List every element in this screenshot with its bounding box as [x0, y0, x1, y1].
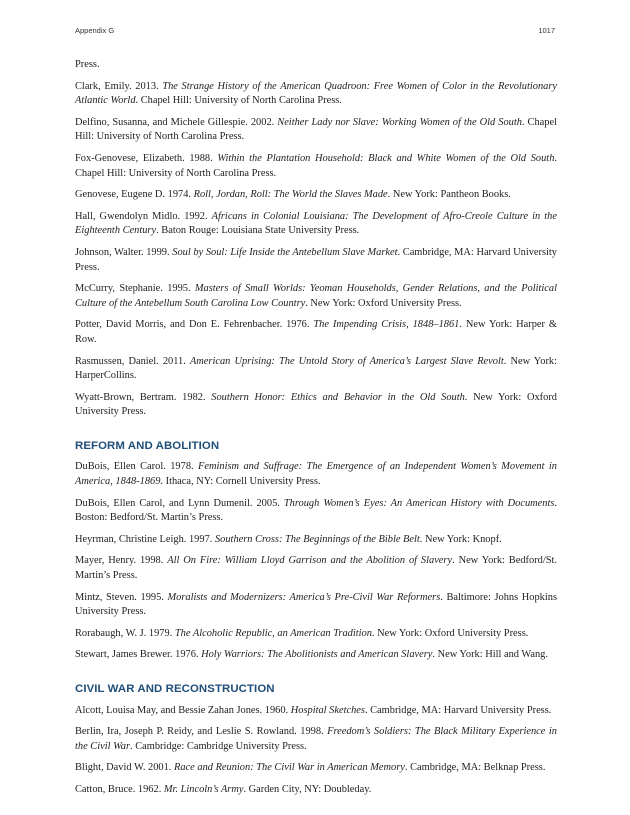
entry-author-year: Rasmussen, Daniel. 2011. [75, 355, 190, 367]
bibliography-entry [75, 783, 557, 798]
entry-title: Freedom’s Soldiers: The Black Military Experience in the Civil War [75, 726, 557, 752]
bibliography-body [75, 58, 557, 805]
entry-publisher: . New York: Knopf. [419, 533, 502, 545]
entry-publisher: . New York: Pantheon Books. [387, 189, 511, 201]
entry-title: Southern Honor: Ethics and Behavior in the Old South [211, 391, 465, 403]
entry-publisher: . New York: Oxford University Press. [371, 627, 529, 639]
entry-publisher: . New York: Oxford University Press. [305, 297, 462, 309]
bibliography-entry [75, 648, 557, 663]
entry-author-year: Fox-Genovese, Elizabeth. 1988. [75, 152, 218, 164]
entry-author-year: Rorabaugh, W. J. 1979. [75, 627, 175, 639]
entry-title: The Strange History of the American Quadroon: Free Women of Color in the Revolutionary Atlantic World [75, 80, 557, 107]
entry-title: Race and Reunion: The Civil War in American Memory [174, 762, 405, 774]
bibliography-entry [75, 116, 557, 145]
entry-title: Holy Warriors: The Abolitionists and American Slavery [201, 649, 433, 661]
bibliography-entry [75, 497, 557, 526]
entry-title: Hospital Sketches [290, 704, 365, 716]
entry-author-year: McCurry, Stephanie. 1995. [75, 283, 195, 295]
entry-author-year: Blight, David W. 2001. [75, 762, 175, 774]
entry-author-year: Hall, Gwendolyn Midlo. 1992. [75, 210, 212, 222]
entry-publisher: . Cambridge, MA: Harvard University Press. [364, 704, 552, 716]
entry-author-year: Alcott, Louisa May, and Bessie Zahan Jones. 1960. [75, 704, 291, 716]
entry-publisher: . New York: Bedford/St. Martin’s Press. [75, 555, 557, 582]
bibliography-entry [75, 591, 557, 620]
bibliography-entry [75, 355, 557, 384]
entry-publisher: . Ithaca, NY: Cornell University Press. [160, 476, 321, 488]
bibliography-entry [75, 533, 557, 548]
entry-publisher: . Baton Rouge: Louisiana State University Press. [156, 225, 360, 237]
entry-publisher: . Chapel Hill: University of North Carolina Press. [75, 152, 558, 179]
entry-author-year: Potter, David Morris, and Don E. Fehrenbacher. 1976. [75, 319, 314, 331]
entry-author-year: Press. [75, 59, 100, 70]
bibliography-entry [75, 704, 557, 719]
running-head-title: Appendix G [75, 26, 115, 35]
entry-author-year: Berlin, Ira, Joseph P. Reidy, and Leslie S. Rowland. 1998. [75, 726, 328, 738]
entry-author-year: Catton, Bruce. 1962. [75, 783, 164, 795]
bibliography-entry [75, 725, 557, 754]
bibliography-entry [75, 318, 557, 347]
bibliography-entry [75, 460, 557, 489]
entry-title: Soul by Soul: Life Inside the Antebellum Slave Market [172, 246, 398, 258]
entry-author-year: Heyrman, Christine Leigh. 1997. [75, 533, 215, 545]
entry-title: Mr. Lincoln’s Army [163, 783, 244, 795]
entry-author-year: Delfino, Susanna, and Michele Gillespie. 2002. [75, 116, 278, 128]
section-heading: CIVIL WAR AND RECONSTRUCTION [75, 683, 275, 695]
entry-title: Within the Plantation Household: Black and White Women of the Old South [217, 152, 555, 164]
entry-title: American Uprising: The Untold Story of America’s Largest Slave Revolt [189, 355, 504, 367]
entry-author-year: Mintz, Steven. 1995. [75, 591, 168, 603]
bibliography-entry [75, 627, 557, 642]
entry-publisher: . New York: Oxford University Press. [75, 391, 557, 418]
entry-title: All On Fire: William Lloyd Garrison and the Abolition of Slavery [167, 555, 453, 567]
section-heading: REFORM AND ABOLITION [75, 439, 220, 452]
entry-author-year: Wyatt-Brown, Bertram. 1982. [75, 391, 212, 403]
entry-publisher: . Chapel Hill: University of North Carolina Press. [135, 95, 342, 107]
entry-publisher: . Cambridge, MA: Belknap Press. [404, 762, 546, 774]
entry-title: Masters of Small Worlds: Yeoman Households, Gender Relations, and the Political Culture of the Antebellum South Carolina Low Country [75, 283, 557, 309]
entry-title: Neither Lady nor Slave: Working Women of the Old South [277, 116, 522, 128]
entry-author-year: DuBois, Ellen Carol, and Lynn Dumenil. 2005. [75, 497, 284, 509]
entry-author-year: Clark, Emily. 2013. [75, 80, 163, 92]
entry-publisher: . Cambridge, MA: Harvard University Press. [75, 246, 557, 273]
entry-title: Southern Cross: The Beginnings of the Bible Belt [214, 533, 420, 545]
bibliography-entry [75, 282, 557, 311]
entry-title: Africans in Colonial Louisiana: The Development of Afro-Creole Culture in the Eighteenth Century [75, 210, 557, 237]
entry-author-year: DuBois, Ellen Carol. 1978. [75, 461, 199, 473]
entry-publisher: . Garden City, NY: Doubleday. [243, 783, 372, 795]
entry-publisher: . Cambridge: Cambridge University Press. [130, 740, 307, 752]
bibliography-entry [75, 554, 557, 583]
page-number: 1017 [538, 26, 555, 35]
bibliography-entry [75, 246, 557, 275]
entry-author-year: Stewart, James Brewer. 1976. [75, 649, 202, 661]
entry-title: Roll, Jordan, Roll: The World the Slaves Made [193, 189, 388, 201]
bibliography-entry [75, 210, 557, 239]
entry-publisher: . Boston: Bedford/St. Martin’s Press. [75, 497, 557, 524]
bibliography-entry [75, 80, 557, 109]
entry-author-year: Genovese, Eugene D. 1974. [75, 189, 194, 201]
entry-title: The Impending Crisis, 1848–1861 [313, 319, 460, 331]
bibliography-entry [75, 391, 557, 420]
bibliography-entry [75, 188, 557, 203]
entry-title: Moralists and Modernizers: America’s Pre-Civil War Reformers [167, 591, 441, 603]
entry-title: Through Women’s Eyes: An American History with Documents [283, 497, 555, 509]
entry-publisher: . New York: HarperCollins. [75, 355, 557, 382]
bibliography-entry [75, 58, 557, 73]
entry-title: The Alcoholic Republic, an American Tradition [174, 627, 372, 639]
bibliography-entry [75, 152, 557, 181]
entry-publisher: . New York: Hill and Wang. [432, 649, 548, 661]
entry-publisher: . Baltimore: Johns Hopkins University Press. [75, 591, 557, 618]
entry-publisher: . New York: Harper & Row. [75, 319, 557, 345]
entry-title: Feminism and Suffrage: The Emergence of an Independent Women’s Movement in America, 1848-1869 [75, 461, 558, 488]
bibliography-entry [75, 761, 557, 776]
entry-author-year: Johnson, Walter. 1999. [75, 246, 173, 258]
entry-author-year: Mayer, Henry. 1998. [75, 555, 168, 567]
entry-publisher: . Chapel Hill: University of North Carolina Press. [75, 116, 557, 143]
running-head [75, 26, 555, 38]
